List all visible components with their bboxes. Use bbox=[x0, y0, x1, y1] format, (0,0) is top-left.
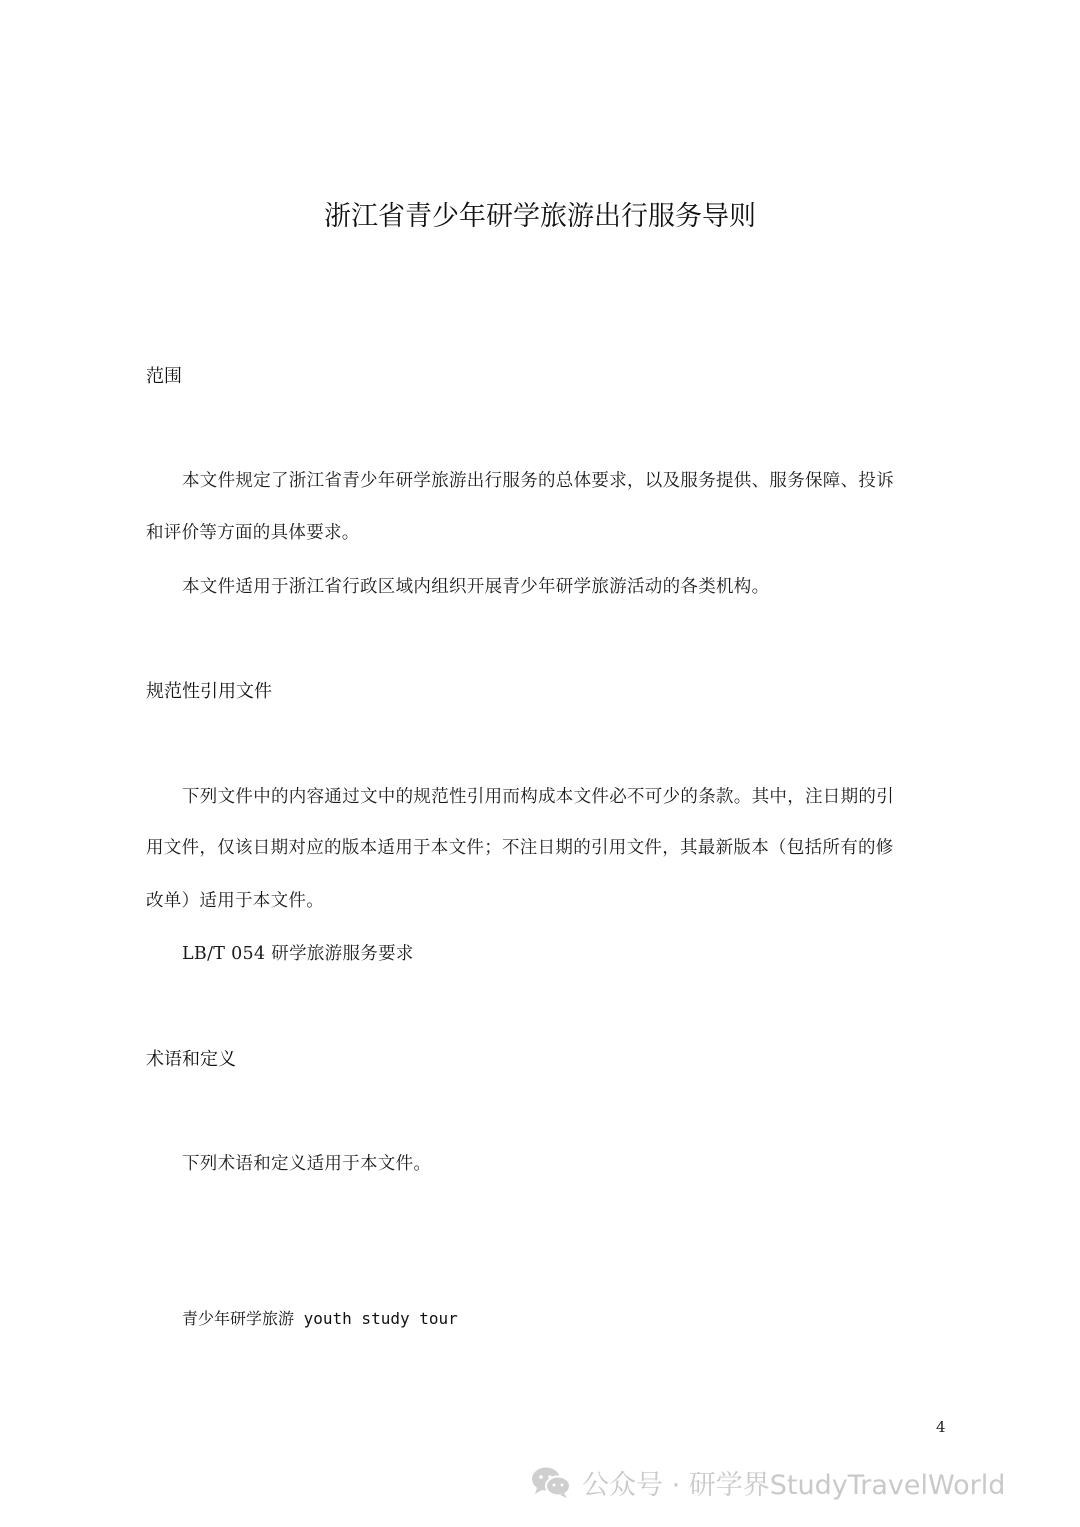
document-title: 浙江省青少年研学旅游出行服务导则 bbox=[324, 201, 756, 232]
scope-paragraph-1-line-1: 本文件规定了浙江省青少年研学旅游出行服务的总体要求，以及服务提供、服务保障、投诉 bbox=[182, 471, 894, 491]
scope-paragraph-2: 本文件适用于浙江省行政区域内组织开展青少年研学旅游活动的各类机构。 bbox=[182, 577, 770, 597]
section-heading-scope: 范围 bbox=[146, 366, 182, 387]
references-paragraph-line-1: 下列文件中的内容通过文中的规范性引用而构成本文件必不可少的条款。其中，注日期的引 bbox=[182, 787, 894, 807]
watermark bbox=[530, 1465, 1005, 1499]
terms-paragraph: 下列术语和定义适用于本文件。 bbox=[182, 1154, 432, 1174]
references-paragraph-line-3: 改单）适用于本文件。 bbox=[146, 891, 324, 911]
watermark-text: 公众号 · 研学界StudyTravelWorld bbox=[582, 1469, 1006, 1501]
section-heading-terms: 术语和定义 bbox=[146, 1049, 236, 1070]
scope-paragraph-1-line-2: 和评价等方面的具体要求。 bbox=[146, 523, 360, 543]
wechat-icon bbox=[530, 1465, 572, 1499]
page-number: 4 bbox=[936, 1418, 946, 1436]
section-heading-references: 规范性引用文件 bbox=[146, 681, 272, 702]
references-paragraph-line-2: 用文件，仅该日期对应的版本适用于本文件；不注日期的引用文件，其最新版本（包括所有的修 bbox=[146, 838, 894, 858]
reference-item-lbt054: LB/T 054 研学旅游服务要求 bbox=[182, 944, 414, 964]
term-youth-study-tour: 青少年研学旅游 youth study tour bbox=[182, 1309, 458, 1328]
